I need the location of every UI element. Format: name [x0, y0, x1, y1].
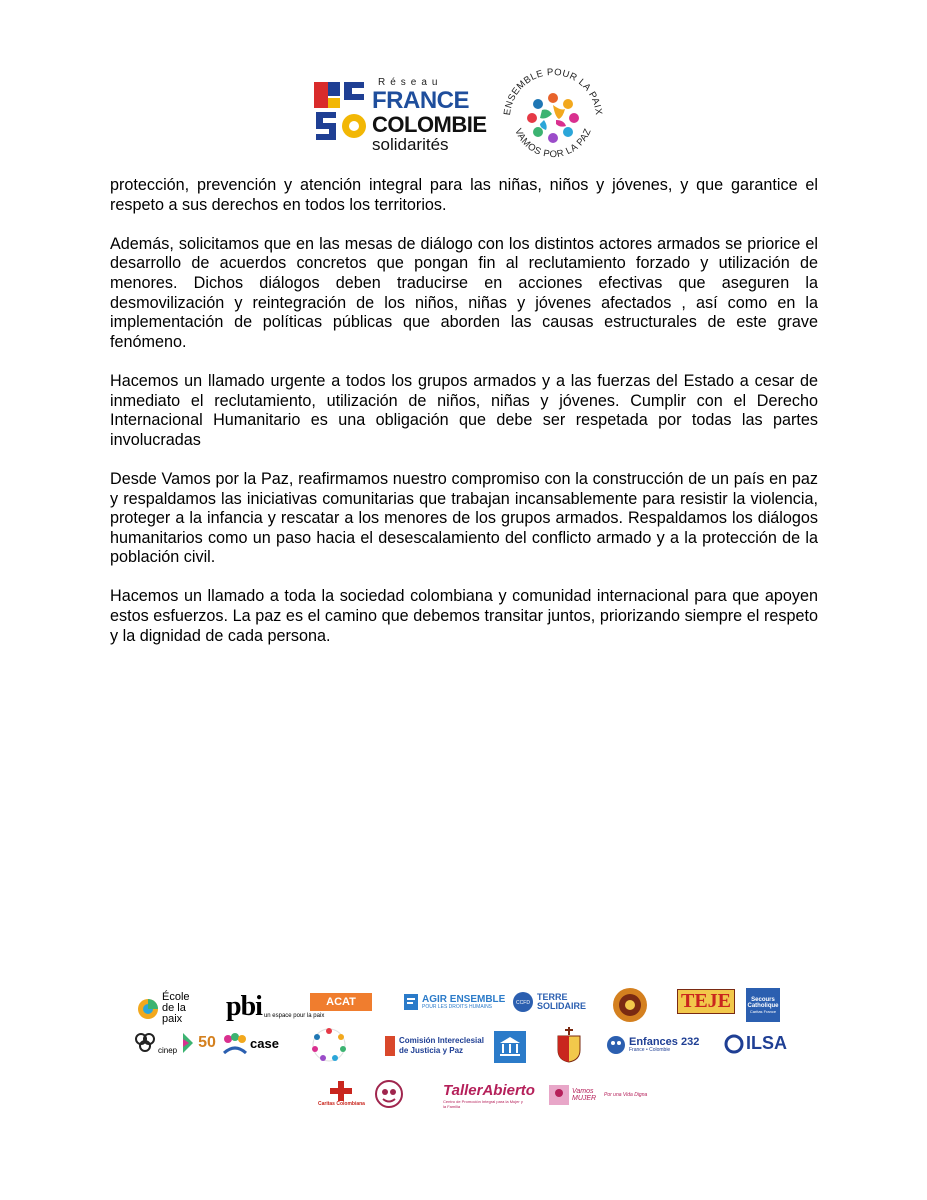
rfcs-reseau: Réseau	[378, 77, 443, 88]
svg-text:ENSEMBLE POUR LA PAIX	[502, 67, 604, 116]
ecole-text: École de la paix	[162, 991, 190, 1025]
pink-circle-logo	[374, 1079, 404, 1109]
ilsa-text: ILSA	[746, 1033, 788, 1053]
svg-text:CCFD: CCFD	[516, 1000, 530, 1006]
secours-text: Secours Catholique	[747, 996, 779, 1009]
shield-icon	[556, 1027, 582, 1063]
agir-subtext: POUR LES DROITS HUMAINS	[422, 1003, 493, 1010]
agir-ensemble-logo	[403, 993, 505, 1011]
paragraph-3: Hacemos un llamado urgente a todos los grupos armados y a las fuerzas del Estado a cesar de inmediato el reclutamiento, utilización de niños, niñas y jóvenes. Cumplir con el Derecho Internacional Humanitario es una obligación que debe ser respetada por todas las partes involucradas	[110, 371, 818, 449]
vamos-subtext: Por una Vida Digna	[604, 1092, 648, 1098]
cinep-50: 50	[198, 1034, 216, 1051]
cij-icon	[384, 1035, 396, 1057]
footer-logos	[0, 985, 927, 1115]
rfcs-logo	[314, 77, 487, 154]
ensemble-pour-la-paix-logo	[498, 60, 608, 170]
diocese-shield-logo	[556, 1027, 582, 1063]
paragraph-4: Desde Vamos por la Paz, reafirmamos nuestro compromiso con la construcción de un país en paz y respaldamos las iniciativas comunitarias que trabajan incansablemente para resistir la violencia, proteger a la infancia y rescatar a los menores de los grupos armados. Respaldamos los diálogos humanitarios como un paso hacia el desescalamiento del conflicto armado y a la protección de la población civil.	[110, 469, 818, 567]
rfcs-france: FRANCE	[372, 87, 469, 114]
circle-hands-icon	[311, 1027, 347, 1063]
cij-logo	[384, 1035, 489, 1057]
ensemble-bottom-text: VAMOS POR LA PAZ	[512, 126, 594, 161]
taller-abierto-logo	[443, 1082, 535, 1109]
paragraph-5: Hacemos un llamado a toda la sociedad colombiana y comunidad internacional para que apoyen estos esfuerzos. La paz es el camino que debemos transitar juntos, priorizando siempre el respeto y la dignidad de cada persona.	[110, 587, 818, 645]
blue-institution-logo	[494, 1031, 526, 1063]
teje-text: TEJE	[677, 989, 735, 1014]
taller-text: TallerAbierto	[443, 1082, 535, 1099]
svg-text:VAMOS POR LA PAZ	[512, 127, 593, 160]
terre-text: TERRE SOLIDAIRE	[537, 992, 587, 1011]
vamos-mujer-icon	[549, 1085, 569, 1105]
cinep-flag-icon	[181, 1031, 195, 1055]
case-text: case	[250, 1035, 279, 1051]
header-logos	[0, 66, 927, 165]
rfcs-solidarites: solidarités	[372, 135, 449, 154]
ensemble-top-text: ENSEMBLE POUR LA PAIX	[502, 66, 604, 116]
rfcs-mark-icon	[314, 78, 370, 146]
terre-solidaire-logo	[512, 991, 587, 1013]
paragraph-1: protección, prevención y atención integral para las niñas, niños y jóvenes, y que garantice el respeto a sus derechos en todos los territorios.	[110, 176, 818, 214]
blue-institution-icon	[494, 1031, 526, 1063]
cinep-icon	[134, 1031, 156, 1055]
caritas-cross-icon	[330, 1081, 352, 1101]
vamos-text: Vamos MUJER	[572, 1088, 597, 1102]
cinep-logo	[134, 1031, 216, 1055]
ilsa-icon	[724, 1034, 744, 1054]
ecole-icon	[137, 998, 159, 1020]
caritas-colombiana-logo	[318, 1081, 365, 1107]
ccfd-icon	[512, 991, 534, 1013]
acat-logo	[310, 993, 372, 1011]
enfances-text: Enfances 232	[629, 1036, 700, 1048]
vamos-mujer-logo	[549, 1085, 647, 1105]
document-body	[110, 176, 818, 666]
round-badge-logo	[612, 987, 648, 1023]
ilsa-logo	[724, 1033, 787, 1054]
circle-hands-logo	[311, 1027, 347, 1063]
enfances-232-logo	[606, 1035, 699, 1055]
taller-subtext: Centro de Promoción Integral para la Mujer y la Familia	[443, 1099, 523, 1109]
teje-logo	[677, 989, 735, 1014]
enfances-subtext: France • Colombie	[629, 1047, 671, 1053]
case-logo	[222, 1031, 279, 1055]
round-badge-icon	[612, 987, 648, 1023]
pbi-tagline: un espace pour la paix	[263, 1013, 325, 1019]
enfances-icon	[606, 1035, 626, 1055]
secours-subtext: Caritas France	[749, 1008, 777, 1014]
caritas-text: Caritas Colombiana	[318, 1101, 365, 1107]
ecole-de-la-paix-logo	[137, 992, 202, 1025]
cinep-text: cinep	[158, 1046, 178, 1055]
rfcs-colombie: COLOMBIE	[372, 112, 487, 137]
pink-circle-icon	[374, 1079, 404, 1109]
cij-text: Comisión Intereclesial de Justicia y Paz	[399, 1036, 484, 1055]
paragraph-2: Además, solicitamos que en las mesas de diálogo con los distintos actores armados se priorice el desarrollo de acuerdos concretos que pongan fin al reclutamiento forzado y utilización de menores. Dichos diálogos deben traducirse en acciones efectivas que aseguren la desmovilización y reintegración de los niños, niñas y jóvenes afectados , así como en la implementación de políticas públicas que aborden las causas estructurales de este grave fenómeno.	[110, 234, 818, 351]
case-icon	[222, 1031, 248, 1055]
agir-icon	[403, 993, 419, 1011]
agir-text: AGIR ENSEMBLE	[422, 993, 506, 1005]
acat-text: ACAT	[326, 996, 356, 1008]
pbi-mark: pbi	[226, 991, 262, 1022]
people-circle-icon	[527, 93, 579, 143]
secours-catholique-logo	[746, 988, 780, 1022]
